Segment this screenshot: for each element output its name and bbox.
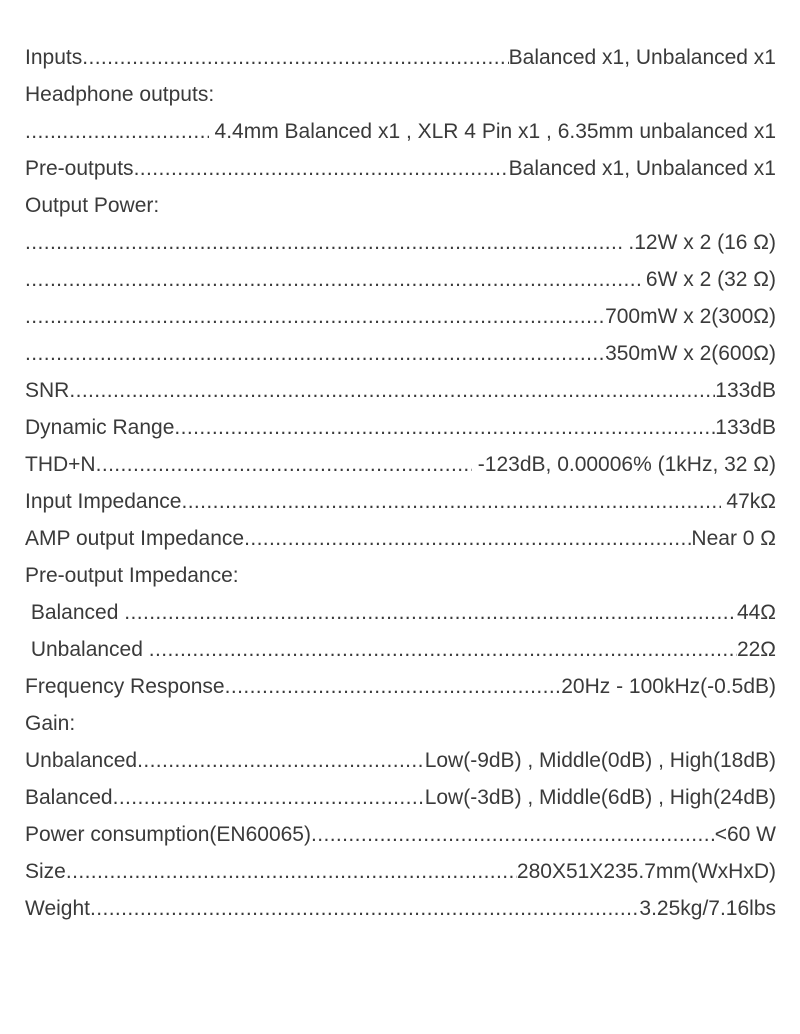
spec-label: Weight	[25, 897, 90, 920]
spec-label: Balanced	[25, 601, 125, 624]
dot-leader	[25, 224, 623, 261]
spec-row-headphone-outputs-heading	[25, 76, 776, 113]
spec-row-gain-heading	[25, 705, 776, 742]
spec-value: 4.4mm Balanced x1 , XLR 4 Pin x1 , 6.35mm unbalanced x1	[208, 120, 776, 143]
spec-row-pre-output-balanced	[25, 594, 776, 631]
spec-label: AMP output Impedance	[25, 527, 245, 550]
spec-row-gain-balanced	[25, 779, 776, 816]
dot-leader	[181, 483, 720, 520]
spec-label: Dynamic Range	[25, 416, 175, 439]
spec-label: SNR	[25, 379, 70, 402]
spec-value: 6W x 2 (32 Ω)	[640, 268, 776, 291]
dot-leader	[96, 446, 472, 483]
spec-value: 280X51X235.7mm(WxHxD)	[516, 860, 776, 883]
spec-value: 47kΩ	[720, 490, 776, 513]
dot-leader	[225, 668, 562, 705]
spec-value: 20Hz - 100kHz(-0.5dB)	[561, 675, 776, 698]
spec-row-power-consumption	[25, 816, 776, 853]
dot-leader	[66, 853, 517, 890]
spec-label: Frequency Response	[25, 675, 225, 698]
spec-value: 133dB	[715, 416, 776, 439]
spec-row-output-power-16ohm	[25, 224, 776, 261]
spec-row-output-power-32ohm	[25, 261, 776, 298]
dot-leader	[90, 890, 639, 927]
spec-label: Unbalanced	[25, 638, 149, 661]
spec-row-snr	[25, 372, 776, 409]
spec-value: 3.25kg/7.16lbs	[639, 897, 776, 920]
dot-leader	[244, 520, 691, 557]
spec-row-size	[25, 853, 776, 890]
spec-row-amp-output-impedance	[25, 520, 776, 557]
spec-heading: Gain:	[25, 712, 76, 735]
spec-value: Low(-9dB) , Middle(0dB) , High(18dB)	[424, 749, 776, 772]
spec-row-gain-unbalanced	[25, 742, 776, 779]
spec-row-pre-output-impedance-heading	[25, 557, 776, 594]
spec-heading: Pre-output Impedance:	[25, 564, 239, 587]
spec-row-frequency-response	[25, 668, 776, 705]
spec-value: .12W x 2 (16 Ω)	[622, 231, 776, 254]
dot-leader	[134, 150, 509, 187]
dot-leader	[82, 39, 508, 76]
dot-leader	[25, 113, 209, 150]
spec-heading: Headphone outputs:	[25, 83, 215, 106]
dot-leader	[174, 409, 715, 446]
dot-leader	[149, 631, 737, 668]
spec-row-dynamic-range	[25, 409, 776, 446]
spec-label: Input Impedance	[25, 490, 182, 513]
spec-label: Unbalanced	[25, 749, 138, 772]
spec-value: -123dB, 0.00006% (1kHz, 32 Ω)	[471, 453, 776, 476]
spec-row-pre-outputs	[25, 150, 776, 187]
spec-value: 22Ω	[736, 638, 776, 661]
dot-leader	[137, 742, 425, 779]
spec-label: Size	[25, 860, 66, 883]
dot-leader	[25, 261, 640, 298]
spec-row-thd-n	[25, 446, 776, 483]
spec-row-input-impedance	[25, 483, 776, 520]
spec-label: Balanced	[25, 786, 113, 809]
spec-value: 133dB	[715, 379, 776, 402]
dot-leader	[311, 816, 715, 853]
spec-row-inputs	[25, 39, 776, 76]
spec-row-weight	[25, 890, 776, 927]
dot-leader	[25, 298, 605, 335]
spec-value: 700mW x 2(300Ω)	[605, 305, 776, 328]
spec-label: Power consumption(EN60065)	[25, 823, 311, 846]
spec-heading: Output Power:	[25, 194, 160, 217]
spec-row-headphone-outputs-detail	[25, 113, 776, 150]
spec-value: Balanced x1, Unbalanced x1	[508, 157, 776, 180]
spec-value: Low(-3dB) , Middle(6dB) , High(24dB)	[424, 786, 776, 809]
dot-leader	[124, 594, 737, 631]
spec-row-pre-output-unbalanced	[25, 631, 776, 668]
spec-label: Pre-outputs	[25, 157, 134, 180]
dot-leader	[25, 335, 605, 372]
spec-value: Balanced x1, Unbalanced x1	[508, 46, 776, 69]
dot-leader	[113, 779, 425, 816]
dot-leader	[69, 372, 715, 409]
spec-label: THD+N	[25, 453, 96, 476]
spec-value: 44Ω	[736, 601, 776, 624]
spec-value: 350mW x 2(600Ω)	[605, 342, 776, 365]
spec-label: Inputs	[25, 46, 83, 69]
spec-value: Near 0 Ω	[691, 527, 776, 550]
spec-row-output-power-heading	[25, 187, 776, 224]
spec-row-output-power-600ohm	[25, 335, 776, 372]
spec-row-output-power-300ohm	[25, 298, 776, 335]
spec-value: <60 W	[714, 823, 776, 846]
